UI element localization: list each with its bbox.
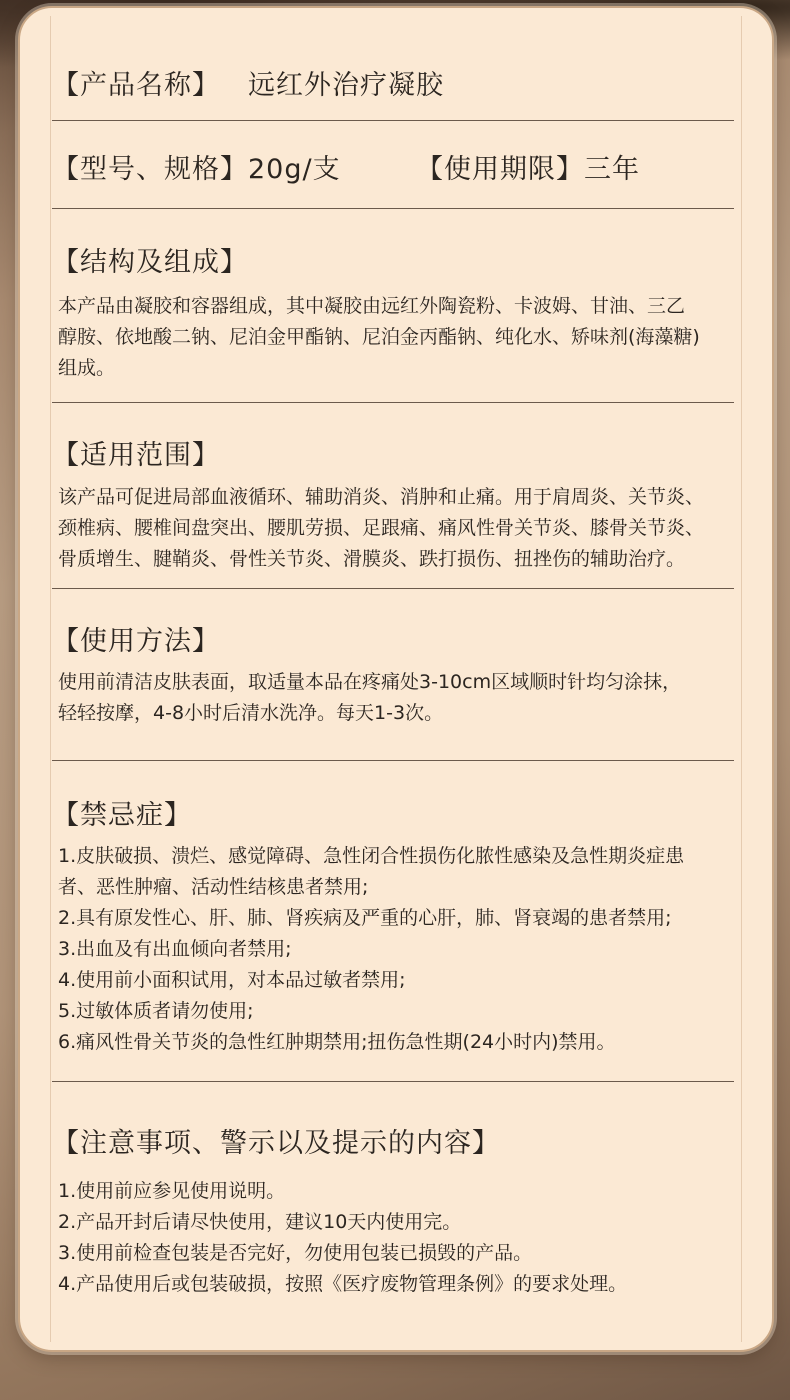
period-row <box>416 147 640 186</box>
model-value: 20g/支 <box>248 154 341 185</box>
section-body-scope <box>58 482 748 575</box>
text-line: 4.产品使用后或包装破损，按照《医疗废物管理条例》的要求处理。 <box>58 1273 628 1295</box>
section-heading-notice: 【注意事项、警示以及提示的内容】 <box>52 1128 500 1159</box>
divider <box>52 208 734 209</box>
text-line: 颈椎病、腰椎间盘突出、腰肌劳损、足跟痛、痛风性骨关节炎、膝骨关节炎、 <box>58 517 705 539</box>
model-label: 【型号、规格】 <box>52 154 248 185</box>
divider <box>52 588 734 589</box>
text-line: 使用前清洁皮肤表面，取适量本品在疼痛处3-10cm区域顺时针均匀涂抹， <box>58 671 682 693</box>
section-heading-contraindications: 【禁忌症】 <box>52 800 192 831</box>
text-line: 轻轻按摩，4-8小时后清水洗净。每天1-3次。 <box>58 702 444 724</box>
text-line: 组成。 <box>58 357 116 379</box>
text-line: 者、恶性肿瘤、活动性结核患者禁用; <box>58 876 369 898</box>
section-body-contraindications <box>58 841 748 1058</box>
divider <box>52 1081 734 1082</box>
product-name-label: 【产品名称】 <box>52 70 220 101</box>
section-body-usage <box>58 667 748 729</box>
section-body-notice <box>58 1176 748 1300</box>
text-line: 3.使用前检查包装是否完好，勿使用包装已损毁的产品。 <box>58 1242 533 1264</box>
text-line: 2.产品开封后请尽快使用，建议10天内使用完。 <box>58 1211 462 1233</box>
product-name-value: 远红外治疗凝胶 <box>248 70 444 101</box>
period-value: 三年 <box>584 154 640 185</box>
product-name-row <box>52 63 444 102</box>
divider <box>52 120 734 121</box>
text-line: 该产品可促进局部血液循环、辅助消炎、消肿和止痛。用于肩周炎、关节炎、 <box>58 486 705 508</box>
text-line: 本产品由凝胶和容器组成，其中凝胶由远红外陶瓷粉、卡波姆、甘油、三乙 <box>58 295 686 317</box>
text-line: 醇胺、依地酸二钠、尼泊金甲酯钠、尼泊金丙酯钠、纯化水、矫味剂(海藻糖) <box>58 326 700 348</box>
section-body-structure <box>58 291 748 384</box>
model-row <box>52 147 341 186</box>
text-line: 2.具有原发性心、肝、肺、肾疾病及严重的心肝，肺、肾衰竭的患者禁用; <box>58 907 672 929</box>
text-line: 4.使用前小面积试用，对本品过敏者禁用; <box>58 969 406 991</box>
period-label: 【使用期限】 <box>416 154 584 185</box>
text-line: 3.出血及有出血倾向者禁用; <box>58 938 292 960</box>
text-line: 5.过敏体质者请勿使用; <box>58 1000 254 1022</box>
text-line: 1.使用前应参见使用说明。 <box>58 1180 286 1202</box>
text-line: 1.皮肤破损、溃烂、感觉障碍、急性闭合性损伤化脓性感染及急性期炎症患 <box>58 845 685 867</box>
section-heading-scope: 【适用范围】 <box>52 440 220 471</box>
divider <box>52 402 734 403</box>
section-heading-usage: 【使用方法】 <box>52 626 220 657</box>
divider <box>52 760 734 761</box>
text-line: 6.痛风性骨关节炎的急性红肿期禁用;扭伤急性期(24小时内)禁用。 <box>58 1031 616 1053</box>
text-line: 骨质增生、腱鞘炎、骨性关节炎、滑膜炎、跌打损伤、扭挫伤的辅助治疗。 <box>58 548 686 570</box>
section-heading-structure: 【结构及组成】 <box>52 247 248 278</box>
